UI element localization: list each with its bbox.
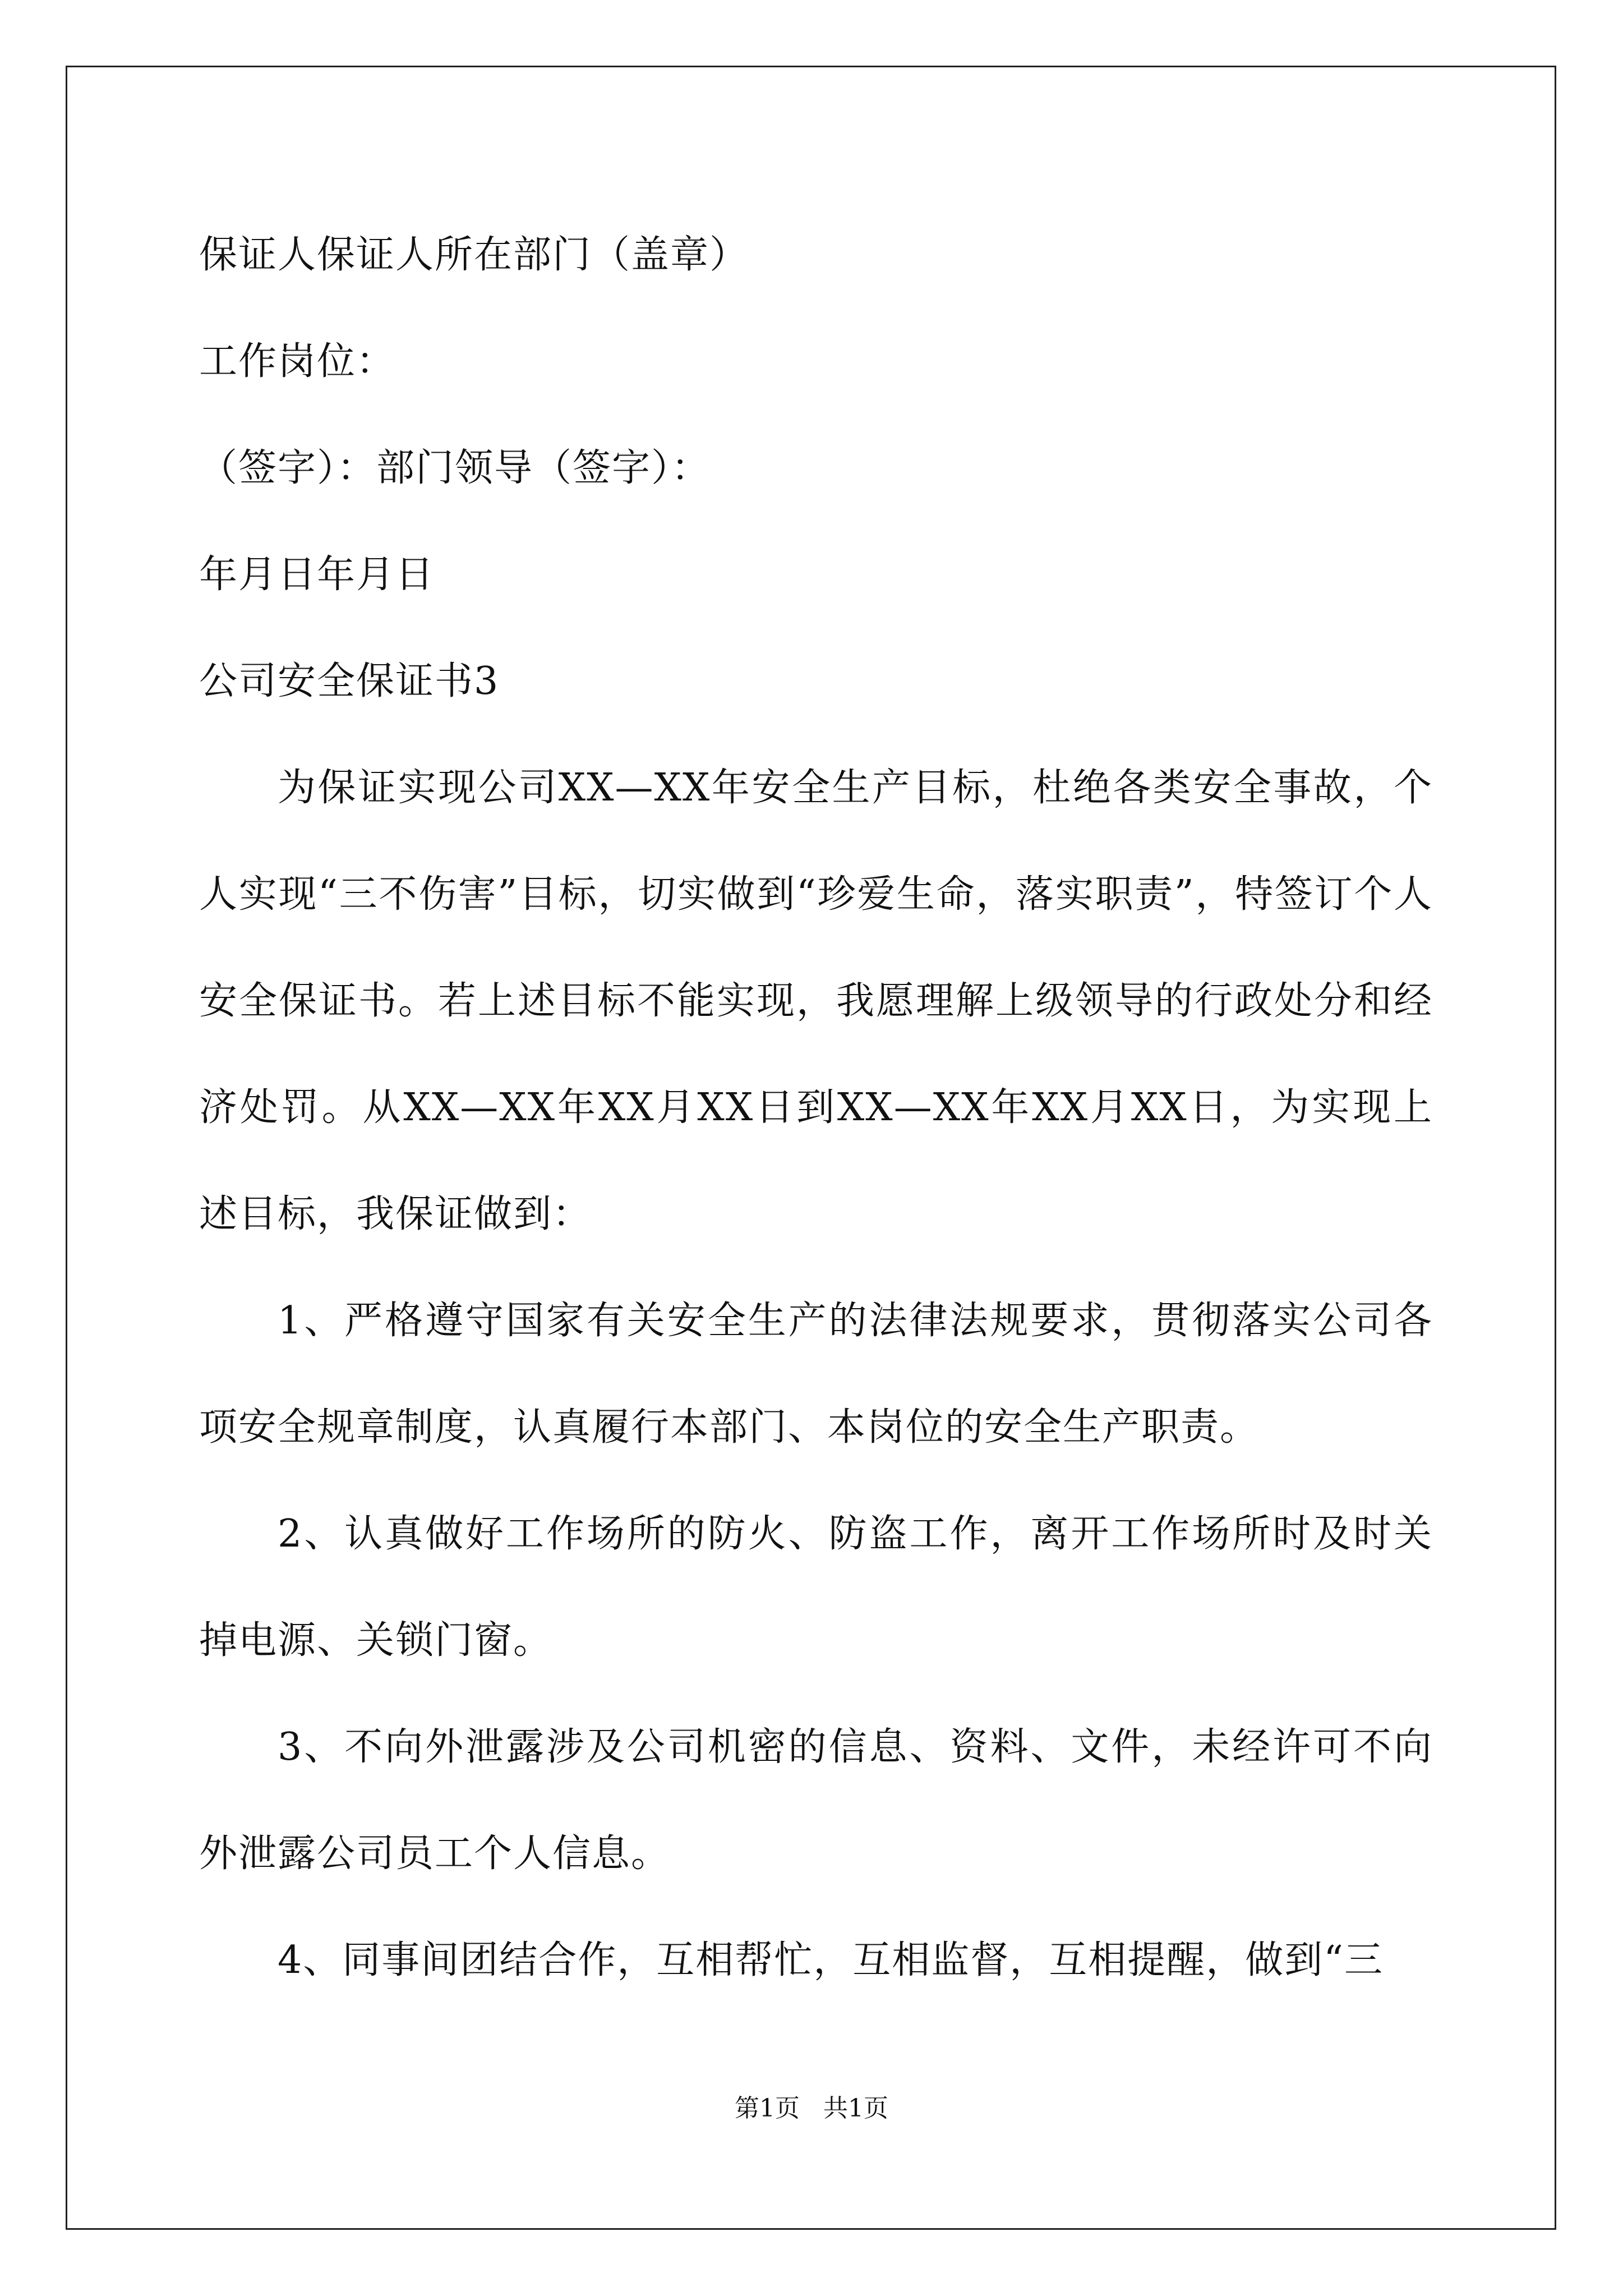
guarantor-department-line: 保证人保证人所在部门（盖章） (199, 233, 749, 277)
document-body (199, 202, 1433, 2014)
clause-1-paragraph: 1、严格遵守国家有关安全生产的法律法规要求，贯彻落实公司各项安全规章制度，认真履行本部门、本岗位的安全生产职责。 (199, 1299, 1433, 1450)
section-title: 公司安全保证书3 (199, 659, 500, 703)
clause-4-paragraph: 4、同事间团结合作，互相帮忙，互相监督，互相提醒，做到“三 (278, 1938, 1384, 1982)
date-line: 年月日年月日 (199, 553, 435, 597)
signature-line: （签字）：部门领导（签字）： (199, 446, 711, 490)
clause-3-paragraph: 3、不向外泄露涉及公司机密的信息、资料、文件，未经许可不向外泄露公司员工个人信息。 (199, 1725, 1433, 1876)
page-number-footer: 第1页 共1页 (735, 2094, 888, 2123)
job-position-line: 工作岗位： (199, 339, 396, 384)
clause-2-paragraph: 2、认真做好工作场所的防火、防盗工作，离开工作场所时及时关掉电源、关锁门窗。 (199, 1512, 1433, 1663)
intro-paragraph: 为保证实现公司XX—XX年安全生产目标，杜绝各类安全事故，个人实现“三不伤害”目标，切实做到“珍爱生命，落实职责”，特签订个人安全保证书。若上述目标不能实现，我愿理解上级领导的行政处分和经济处罚。从XX—XX年XX月XX日到XX—XX年XX月XX日，为实现上述目标，我保证做到： (199, 766, 1433, 1236)
